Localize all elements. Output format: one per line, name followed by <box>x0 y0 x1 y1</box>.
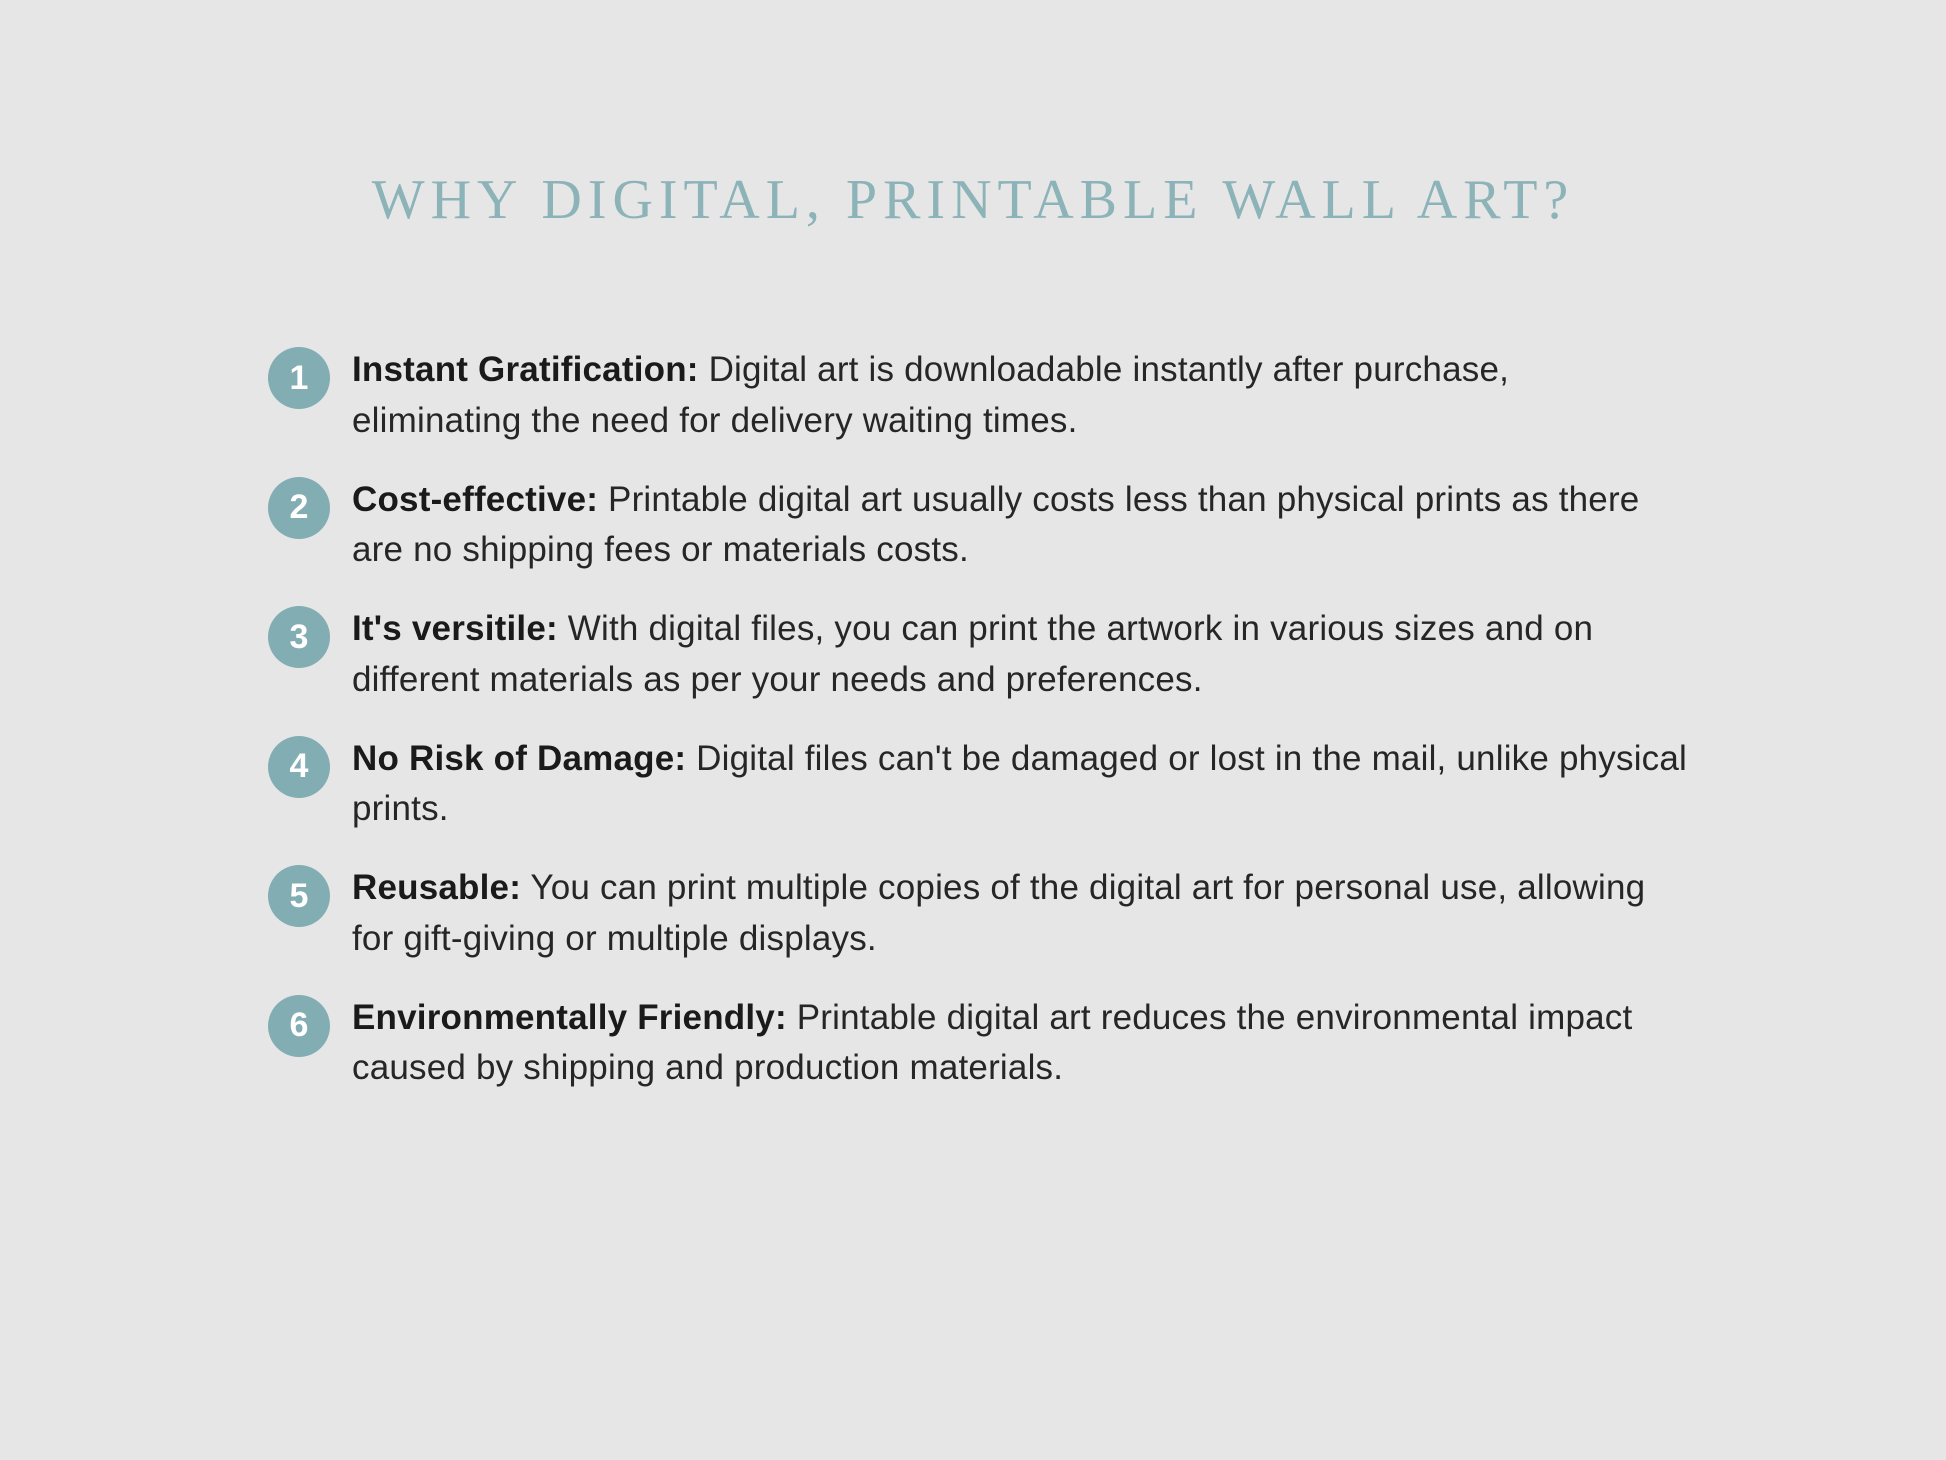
list-item-body: With digital files, you can print the artwork in various sizes and on different materials as per your needs and preferences. <box>352 609 1594 699</box>
list-item <box>268 863 1688 965</box>
list-item-lead: No Risk of Damage: <box>352 738 687 778</box>
list-item-number-badge: 6 <box>268 995 330 1057</box>
benefits-list <box>268 345 1688 1122</box>
list-item-number-badge: 4 <box>268 736 330 798</box>
list-item-body: Digital files can't be damaged or lost in the mail, unlike physical prints. <box>352 738 1688 829</box>
list-item <box>268 993 1688 1095</box>
list-item-body: Printable digital art usually costs less than physical prints as there are no shipping fees or materials costs. <box>352 479 1640 570</box>
list-item-lead: Cost-effective: <box>352 479 599 519</box>
list-item-text <box>352 734 1688 836</box>
list-item-number-badge: 5 <box>268 865 330 927</box>
list-item-body: Printable digital art reduces the environmental impact caused by shipping and production materials. <box>352 997 1633 1088</box>
list-item-number-badge: 2 <box>268 477 330 539</box>
list-item-body: You can print multiple copies of the digital art for personal use, allowing for gift-giving or multiple displays. <box>352 868 1646 958</box>
list-item-lead: Environmentally Friendly: <box>352 997 787 1037</box>
page-title: WHY DIGITAL, PRINTABLE WALL ART? <box>371 169 1575 231</box>
list-item-lead: Instant Gratification: <box>352 350 699 389</box>
list-item-number-badge: 1 <box>268 347 330 409</box>
list-item <box>268 734 1688 836</box>
list-item-text <box>352 863 1688 965</box>
list-item-text <box>352 475 1688 577</box>
list-item-number-badge: 3 <box>268 606 330 668</box>
list-item-text <box>352 993 1688 1095</box>
list-item-body: Digital art is downloadable instantly after purchase, eliminating the need for delivery waiting times. <box>352 350 1510 440</box>
list-item <box>268 475 1688 577</box>
list-item <box>268 345 1688 447</box>
list-item-text <box>352 345 1688 447</box>
list-item <box>268 604 1688 706</box>
list-item-lead: Reusable: <box>352 868 522 907</box>
list-item-text <box>352 604 1688 706</box>
list-item-lead: It's versitile: <box>352 609 558 648</box>
